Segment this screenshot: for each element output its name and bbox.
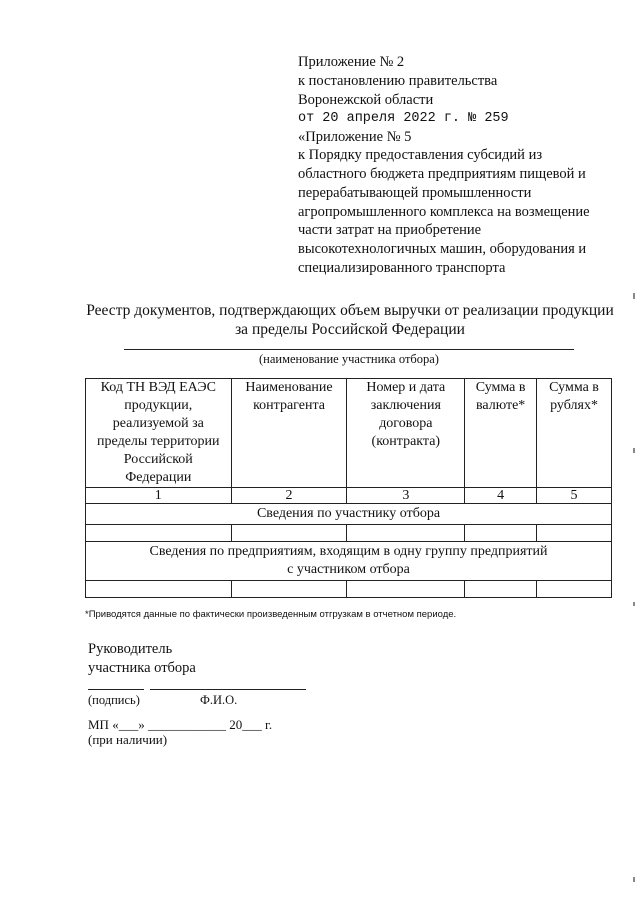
header-amount-rubles: Сумма в рублях* <box>537 379 612 488</box>
table-cell <box>465 525 537 542</box>
head-title: Руководитель <box>88 641 173 657</box>
order-line: высокотехнологичных машин, оборудования и <box>298 241 587 257</box>
order-line: специализированного транспорта <box>298 260 506 276</box>
order-line: части затрат на приобретение <box>298 222 482 238</box>
section-participant-row <box>86 504 612 525</box>
header-contract: Номер и дата заключения договора (контракта) <box>347 379 465 488</box>
inner-annex-number: «Приложение № 5 <box>298 129 412 145</box>
table-cell <box>231 581 347 598</box>
table-cell <box>537 581 612 598</box>
column-number: 4 <box>465 488 537 504</box>
order-line: перерабатывающей промышленности <box>298 185 532 201</box>
fio-line <box>150 689 306 690</box>
scan-speck <box>633 602 635 606</box>
annex-date: от 20 апреля 2022 г. № 259 <box>298 111 509 126</box>
section-participant-label: Сведения по участнику отбора <box>86 504 612 525</box>
column-number: 2 <box>231 488 347 504</box>
column-number: 1 <box>86 488 232 504</box>
fio-caption: Ф.И.О. <box>200 693 238 707</box>
table-cell <box>86 525 232 542</box>
annex-region: Воронежской области <box>298 92 434 108</box>
scan-speck <box>633 877 635 882</box>
footnote: *Приводятся данные по фактически произведенным отгрузкам в отчетном периоде. <box>85 609 457 620</box>
scan-speck <box>633 448 635 453</box>
table-row <box>86 581 612 598</box>
head-title-cont: участника отбора <box>88 660 196 676</box>
order-line: областного бюджета предприятиям пищевой и <box>298 166 586 182</box>
participant-name-line <box>124 349 574 350</box>
stamp-date-line: МП «___» ____________ 20___ г. <box>88 717 273 732</box>
table-cell <box>86 581 232 598</box>
section-group-row <box>86 542 612 581</box>
header-amount-currency: Сумма в валюте* <box>465 379 537 488</box>
table-cell <box>537 525 612 542</box>
order-line: к Порядку предоставления субсидий из <box>298 147 543 163</box>
signature-line <box>88 689 144 690</box>
column-number-row <box>86 488 612 504</box>
participant-caption: (наименование участника отбора) <box>259 352 439 366</box>
header-tnved-code: Код ТН ВЭД ЕАЭС продукции, реализуемой за пределы территории Российской Федерации <box>86 379 232 488</box>
document-title: Реестр документов, подтверждающих объем выручки от реализации продукции <box>86 302 614 319</box>
section-group-label: Сведения по предприятиям, входящим в одну группу предприятий с участником отбора <box>86 542 612 581</box>
order-line: агропромышленного комплекса на возмещение <box>298 204 590 220</box>
column-number: 3 <box>347 488 465 504</box>
header-counterparty: Наименование контрагента <box>231 379 347 488</box>
scan-speck <box>633 293 635 299</box>
table-header-row <box>86 379 612 488</box>
annex-resolution: к постановлению правительства <box>298 73 498 89</box>
annex-number: Приложение № 2 <box>298 54 405 70</box>
table-cell <box>347 581 465 598</box>
register-table <box>85 378 612 598</box>
stamp-note: (при наличии) <box>88 732 168 747</box>
table-row <box>86 525 612 542</box>
table-cell <box>465 581 537 598</box>
table-cell <box>347 525 465 542</box>
column-number: 5 <box>537 488 612 504</box>
table-cell <box>231 525 347 542</box>
signature-caption: (подпись) <box>88 693 140 707</box>
document-title-cont: за пределы Российской Федерации <box>235 321 465 338</box>
